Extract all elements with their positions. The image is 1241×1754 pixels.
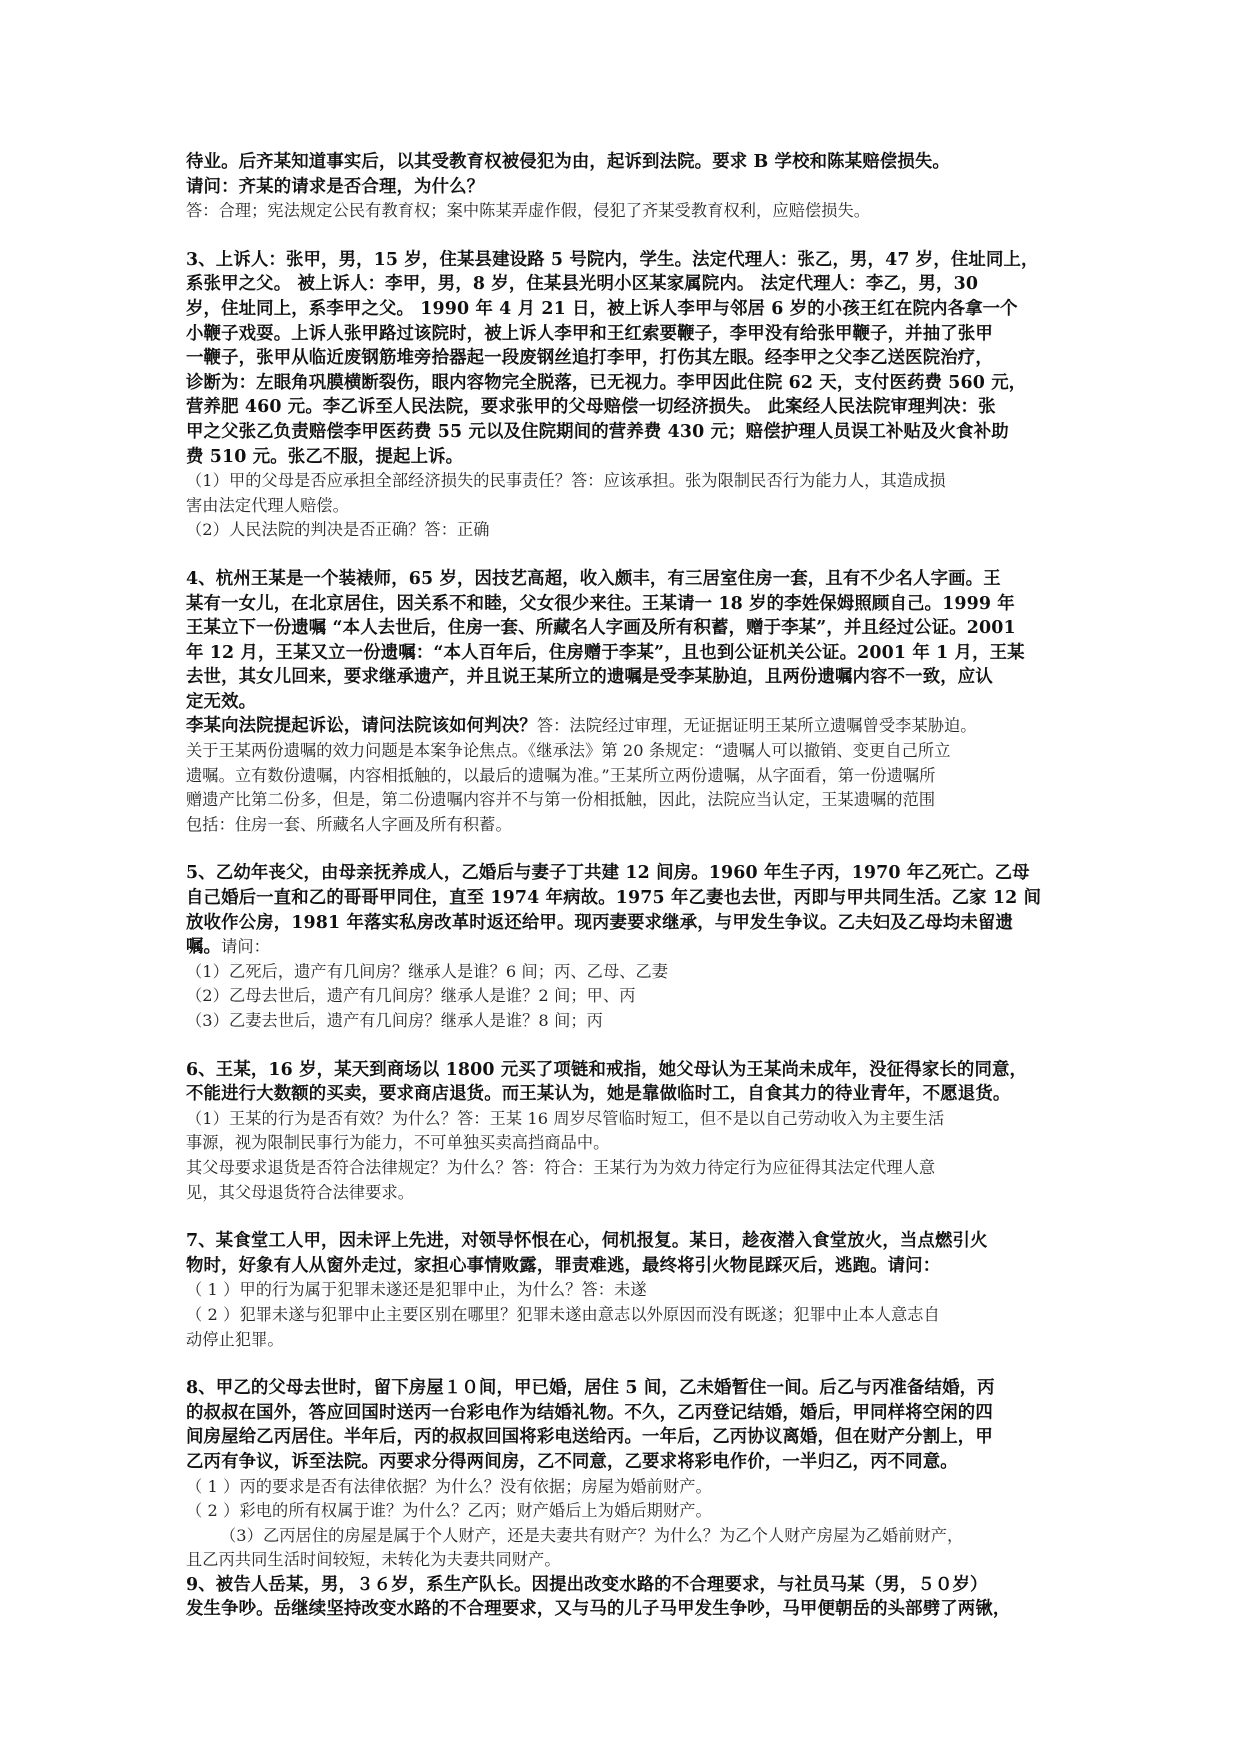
case-3-section (186, 248, 1062, 543)
question-answer-line (186, 714, 1062, 739)
question-line: 请问：齐某的请求是否合理，为什么？ (186, 176, 485, 197)
answer-line: （1）乙死后，遗产有几间房？继承人是谁？6 间；丙、乙母、乙妻 (186, 961, 669, 981)
answer-line: （3）乙妻去世后，遗产有几间房？继承人是谁？8 间；丙 (186, 1011, 603, 1030)
answer-line: 赠遗产比第二份多，但是，第二份遗嘱内容并不与第一份相抵触，因此，法院应当认定，王某遗嘱的范围 (186, 790, 936, 810)
question-line: 4、杭州王某是一个装裱师，65 岁，因技艺高超，收入颇丰，有三居室住房一套，且有不少名人字画。王 (186, 568, 1001, 589)
question-line: 定无效。 (186, 691, 257, 712)
answer-line: （1）王某的行为是否有效？为什么？答：王某 16 周岁尽管临时短工，但不是以自己劳动收入为主要生活 (186, 1108, 945, 1128)
question-line: 去世，其女儿回来，要求继承遗产，并且说王某所立的遗嘱是受李某胁迫，且两份遗嘱内容不一致，应认 (186, 667, 993, 688)
answer-line: 关于王某两份遗嘱的效力问题是本案争论焦点。《继承法》第 20 条规定：“遗嘱人可以撤销、变更自己所立 (186, 741, 951, 761)
case-8-section (186, 1376, 1062, 1573)
answer-line: （ 1 ）丙的要求是否有法律依据？为什么？没有依据；房屋为婚前财产。 (186, 1476, 712, 1496)
question-line: 8、甲乙的父母去世时，留下房屋１０间，甲已婚，居住 5 间，乙未婚暂住一间。后乙与丙准备结婚，丙 (186, 1378, 995, 1399)
answer-text: 答：法院经过审理，无证据证明王某所立遗嘱曾受李某胁迫。 (536, 716, 977, 736)
question-line: 乙丙有争议，诉至法院。丙要求分得两间房，乙不同意，乙要求将彩电作价，一半归乙，丙不同意。 (186, 1451, 958, 1472)
question-line: 费 510 元。张乙不服，提起上诉。 (186, 446, 464, 467)
answer-line: 其父母要求退货是否符合法律规定？为什么？答：符合：王某行为为效力待定行为应征得其法定代理人意 (186, 1157, 936, 1177)
answer-line: （ 1 ）甲的行为属于犯罪未遂还是犯罪中止，为什么？答：未遂 (186, 1280, 647, 1300)
question-line: 的叔叔在国外，答应回国时送丙一台彩电作为结婚礼物。不久，乙丙登记结婚，婚后，甲同样将空闲的四 (186, 1402, 993, 1423)
question-line: 9、被告人岳某，男，３６岁，系生产队长。因提出改变水路的不合理要求，与社员马某（男，５０岁） (186, 1574, 988, 1595)
question-line: 待业。后齐某知道事实后，以其受教育权被侵犯为由，起诉到法院。要求 B 学校和陈某赔偿损失。 (186, 152, 950, 172)
answer-line: 且乙丙共同生活时间较短，未转化为夫妻共同财产。 (186, 1550, 561, 1570)
question-line: 年 12 月，王某又立一份遗嘱：“本人百年后，住房赠于李某”，且也到公证机关公证。2001 年 1 月，王某 (186, 642, 1025, 663)
question-line: 甲之父张乙负责赔偿李甲医药费 55 元以及住院期间的营养费 430 元；赔偿护理人员误工补贴及火食补助 (186, 421, 1009, 442)
case-4-section (186, 567, 1062, 838)
question-line: 放收作公房，1981 年落实私房改革时返还给甲。现丙妻要求继承，与甲发生争议。乙夫妇及乙母均未留遗 (186, 912, 1013, 933)
answer-line: 答：合理；宪法规定公民有教育权；案中陈某弄虚作假，侵犯了齐某受教育权利，应赔偿损失。 (186, 201, 871, 221)
question-text: 李某向法院提起诉讼，请问法院该如何判决？ (186, 716, 537, 737)
answer-line: （2）人民法院的判决是否正确？答：正确 (186, 520, 490, 540)
answer-line: （2）乙母去世后，遗产有几间房？继承人是谁？2 间；甲、丙 (186, 986, 636, 1006)
question-line: 不能进行大数额的买卖，要求商店退货。而王某认为，她是靠做临时工，自食其力的待业青年，不愿退货。 (186, 1084, 1011, 1105)
question-line: 6、王某，16 岁，某天到商场以 1800 元买了项链和戒指，她父母认为王某尚未成年，没征得家长的同意， (186, 1059, 1028, 1080)
case-7-section (186, 1229, 1062, 1352)
question-line: 7、某食堂工人甲，因未评上先进，对领导怀恨在心，伺机报复。某日，趁夜潜入食堂放火，当点燃引火 (186, 1231, 988, 1252)
answer-line: （ 2 ）彩电的所有权属于谁？为什么？乙丙；财产婚后上为婚后期财产。 (186, 1501, 712, 1521)
case-6-section (186, 1058, 1062, 1206)
case-9-section (186, 1573, 1062, 1622)
intro-section (186, 150, 1062, 224)
document-page (186, 150, 1062, 1622)
answer-line: 动停止犯罪。 (186, 1329, 284, 1349)
question-line: 物时，好象有人从窗外走过，家担心事情败露，罪责难逃，最终将引火物昆踩灭后，逃跑。请问： (186, 1255, 941, 1276)
question-line: 发生争吵。岳继续坚持改变水路的不合理要求，又与马的儿子马甲发生争吵，马甲便朝岳的头部劈了两锹， (186, 1599, 1011, 1620)
answer-line: （3）乙丙居住的房屋是属于个人财产，还是夫妻共有财产？为什么？为乙个人财产房屋为乙婚前财产， (220, 1525, 964, 1545)
answer-line: 遗嘱。立有数份遗嘱，内容相抵触的，以最后的遗嘱为准。”王某所立两份遗嘱，从字面看，第一份遗嘱所 (186, 765, 936, 785)
question-line: 自己婚后一直和乙的哥哥甲同住，直至 1974 年病故。1975 年乙妻也去世，丙即与甲共同生活。乙家 12 间 (186, 888, 1042, 909)
question-line: 某有一女儿，在北京居住，因关系不和睦，父女很少来往。王某请一 18 岁的李姓保姆照顾自己。1999 年 (186, 593, 1015, 614)
question-line: 系张甲之父。 被上诉人：李甲，男，8 岁，住某县光明小区某家属院内。 法定代理人：李乙，男，30 (186, 274, 979, 295)
answer-line: 见，其父母退货符合法律要求。 (186, 1182, 415, 1202)
answer-line: 包括：住房一套、所藏名人字画及所有积蓄。 (186, 814, 512, 834)
question-line: 5、乙幼年丧父，由母亲抚养成人，乙婚后与妻子丁共建 12 间房。1960 年生子丙，1970 年乙死亡。乙母 (186, 863, 1030, 884)
question-answer-line (186, 935, 1062, 960)
question-text: 嘱。 (186, 937, 222, 958)
answer-line: （ 2 ）犯罪未遂与犯罪中止主要区别在哪里？犯罪未遂由意志以外原因而没有既遂；犯罪中止本人意志自 (186, 1304, 940, 1324)
question-line: 王某立下一份遗嘱 “本人去世后，住房一套、所藏名人字画及所有积蓄，赠于李某”，并且经过公证。2001 (186, 618, 1016, 639)
question-line: 诊断为：左眼角巩膜横断裂伤，眼内容物完全脱落，已无视力。李甲因此住院 62 天，支付医药费 560 元， (186, 372, 1027, 393)
answer-line: 事源，视为限制民事行为能力，不可单独买卖高挡商品中。 (186, 1133, 610, 1153)
question-line: 间房屋给乙丙居住。半年后，丙的叔叔回国将彩电送给丙。一年后，乙丙协议离婚，但在财产分割上，甲 (186, 1427, 993, 1448)
answer-text: 请问： (221, 937, 270, 957)
question-line: 营养肥 460 元。李乙诉至人民法院，要求张甲的父母赔偿一切经济损失。 此案经人民法院审理判决：张 (186, 397, 996, 418)
answer-line: （1）甲的父母是否应承担全部经济损失的民事责任？答：应该承担。张为限制民否行为能力人，其造成损 (186, 471, 946, 491)
question-line: 一鞭子，张甲从临近废钢筋堆旁拾器起一段废钢丝追打李甲，打伤其左眼。经李甲之父李乙送医院治疗， (186, 348, 993, 369)
question-line: 小鞭子戏耍。上诉人张甲路过该院时，被上诉人李甲和王红索要鞭子，李甲没有给张甲鞭子，并抽了张甲 (186, 323, 993, 344)
question-line: 岁，住址同上，系李甲之父。 1990 年 4 月 21 日，被上诉人李甲与邻居 6 岁的小孩王红在院内各拿一个 (186, 298, 1018, 319)
case-5-section (186, 861, 1062, 1033)
answer-line: 害由法定代理人赔偿。 (186, 495, 349, 515)
question-line: 3、上诉人：张甲，男，15 岁，住某县建设路 5 号院内，学生。法定代理人：张乙，男，47 岁，住址同上， (186, 249, 1039, 270)
